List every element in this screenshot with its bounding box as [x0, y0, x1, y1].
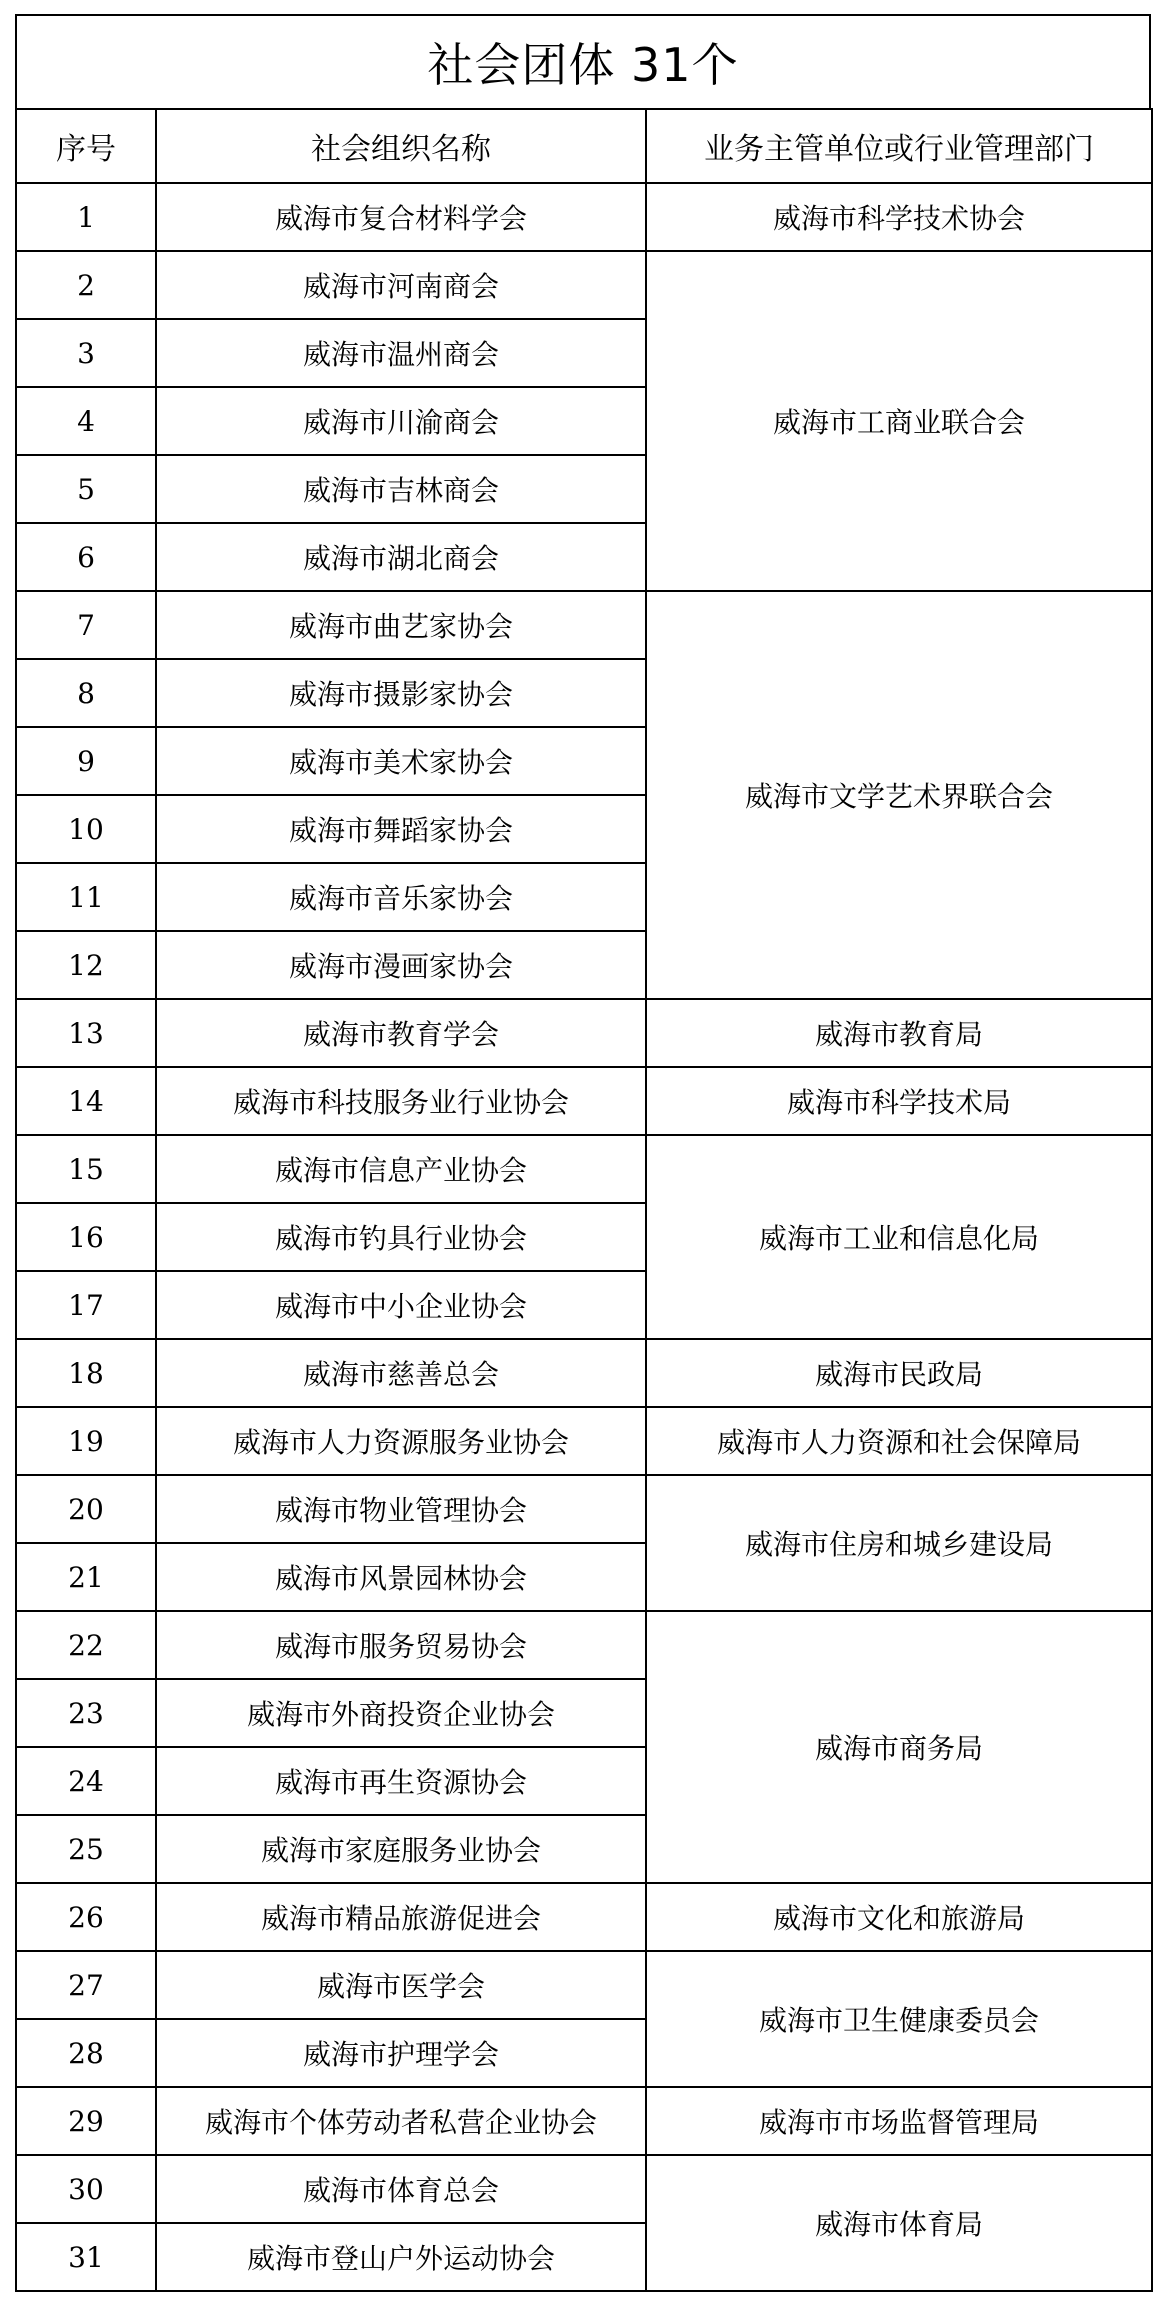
serial-number-cell: 1: [16, 183, 156, 251]
serial-number-cell: 13: [16, 999, 156, 1067]
supervising-department-cell: 威海市人力资源和社会保障局: [646, 1407, 1152, 1475]
table-row: [16, 1951, 1152, 2019]
serial-number-cell: 10: [16, 795, 156, 863]
page-title: 社会团体 31个: [15, 14, 1151, 108]
serial-number-cell: 28: [16, 2019, 156, 2087]
organization-name-cell: 威海市科技服务业行业协会: [156, 1067, 646, 1135]
organization-name-cell: 威海市教育学会: [156, 999, 646, 1067]
supervising-department-cell: 威海市科学技术协会: [646, 183, 1152, 251]
supervising-department-cell: 威海市工商业联合会: [646, 251, 1152, 591]
organization-name-cell: 威海市舞蹈家协会: [156, 795, 646, 863]
serial-number-cell: 18: [16, 1339, 156, 1407]
supervising-department-cell: 威海市科学技术局: [646, 1067, 1152, 1135]
organization-name-cell: 威海市中小企业协会: [156, 1271, 646, 1339]
supervising-department-cell: 威海市体育局: [646, 2155, 1152, 2291]
table-row: [16, 1407, 1152, 1475]
serial-number-cell: 7: [16, 591, 156, 659]
table-row: [16, 999, 1152, 1067]
serial-number-cell: 15: [16, 1135, 156, 1203]
serial-number-cell: 9: [16, 727, 156, 795]
serial-number-cell: 5: [16, 455, 156, 523]
header-row: [16, 109, 1152, 183]
serial-number-cell: 6: [16, 523, 156, 591]
organization-name-cell: 威海市美术家协会: [156, 727, 646, 795]
organization-name-cell: 威海市复合材料学会: [156, 183, 646, 251]
organization-name-cell: 威海市登山户外运动协会: [156, 2223, 646, 2291]
supervising-department-cell: 威海市卫生健康委员会: [646, 1951, 1152, 2087]
organization-name-cell: 威海市精品旅游促进会: [156, 1883, 646, 1951]
table-row: [16, 1883, 1152, 1951]
serial-number-cell: 17: [16, 1271, 156, 1339]
serial-number-cell: 12: [16, 931, 156, 999]
organization-name-cell: 威海市风景园林协会: [156, 1543, 646, 1611]
organization-name-cell: 威海市服务贸易协会: [156, 1611, 646, 1679]
supervising-department-cell: 威海市文学艺术界联合会: [646, 591, 1152, 999]
table-row: [16, 183, 1152, 251]
organization-name-cell: 威海市体育总会: [156, 2155, 646, 2223]
document-sheet: [15, 14, 1151, 2292]
organization-name-cell: 威海市护理学会: [156, 2019, 646, 2087]
table-row: [16, 251, 1152, 319]
serial-number-cell: 30: [16, 2155, 156, 2223]
organization-name-cell: 威海市个体劳动者私营企业协会: [156, 2087, 646, 2155]
organization-name-cell: 威海市湖北商会: [156, 523, 646, 591]
organization-name-cell: 威海市温州商会: [156, 319, 646, 387]
organization-name-cell: 威海市物业管理协会: [156, 1475, 646, 1543]
header-organization-name: 社会组织名称: [156, 109, 646, 183]
table-row: [16, 1135, 1152, 1203]
organization-name-cell: 威海市摄影家协会: [156, 659, 646, 727]
organizations-table: [15, 108, 1153, 2292]
serial-number-cell: 14: [16, 1067, 156, 1135]
organization-name-cell: 威海市人力资源服务业协会: [156, 1407, 646, 1475]
supervising-department-cell: 威海市民政局: [646, 1339, 1152, 1407]
serial-number-cell: 31: [16, 2223, 156, 2291]
serial-number-cell: 21: [16, 1543, 156, 1611]
organization-name-cell: 威海市吉林商会: [156, 455, 646, 523]
organization-name-cell: 威海市信息产业协会: [156, 1135, 646, 1203]
table-row: [16, 1475, 1152, 1543]
serial-number-cell: 25: [16, 1815, 156, 1883]
supervising-department-cell: 威海市工业和信息化局: [646, 1135, 1152, 1339]
table-row: [16, 2155, 1152, 2223]
organization-name-cell: 威海市河南商会: [156, 251, 646, 319]
supervising-department-cell: 威海市市场监督管理局: [646, 2087, 1152, 2155]
organization-name-cell: 威海市家庭服务业协会: [156, 1815, 646, 1883]
table-row: [16, 591, 1152, 659]
supervising-department-cell: 威海市文化和旅游局: [646, 1883, 1152, 1951]
organization-name-cell: 威海市医学会: [156, 1951, 646, 2019]
organization-name-cell: 威海市慈善总会: [156, 1339, 646, 1407]
organization-name-cell: 威海市川渝商会: [156, 387, 646, 455]
supervising-department-cell: 威海市教育局: [646, 999, 1152, 1067]
serial-number-cell: 4: [16, 387, 156, 455]
serial-number-cell: 19: [16, 1407, 156, 1475]
organization-name-cell: 威海市外商投资企业协会: [156, 1679, 646, 1747]
serial-number-cell: 23: [16, 1679, 156, 1747]
table-row: [16, 1339, 1152, 1407]
organization-name-cell: 威海市漫画家协会: [156, 931, 646, 999]
serial-number-cell: 2: [16, 251, 156, 319]
header-serial-number: 序号: [16, 109, 156, 183]
serial-number-cell: 8: [16, 659, 156, 727]
header-supervising-department: 业务主管单位或行业管理部门: [646, 109, 1152, 183]
organization-name-cell: 威海市再生资源协会: [156, 1747, 646, 1815]
serial-number-cell: 20: [16, 1475, 156, 1543]
table-row: [16, 1067, 1152, 1135]
serial-number-cell: 27: [16, 1951, 156, 2019]
serial-number-cell: 16: [16, 1203, 156, 1271]
serial-number-cell: 22: [16, 1611, 156, 1679]
table-body: [16, 183, 1152, 2291]
organization-name-cell: 威海市钓具行业协会: [156, 1203, 646, 1271]
organization-name-cell: 威海市音乐家协会: [156, 863, 646, 931]
table-row: [16, 1611, 1152, 1679]
supervising-department-cell: 威海市商务局: [646, 1611, 1152, 1883]
serial-number-cell: 29: [16, 2087, 156, 2155]
serial-number-cell: 3: [16, 319, 156, 387]
table-row: [16, 2087, 1152, 2155]
supervising-department-cell: 威海市住房和城乡建设局: [646, 1475, 1152, 1611]
serial-number-cell: 26: [16, 1883, 156, 1951]
serial-number-cell: 11: [16, 863, 156, 931]
organization-name-cell: 威海市曲艺家协会: [156, 591, 646, 659]
serial-number-cell: 24: [16, 1747, 156, 1815]
